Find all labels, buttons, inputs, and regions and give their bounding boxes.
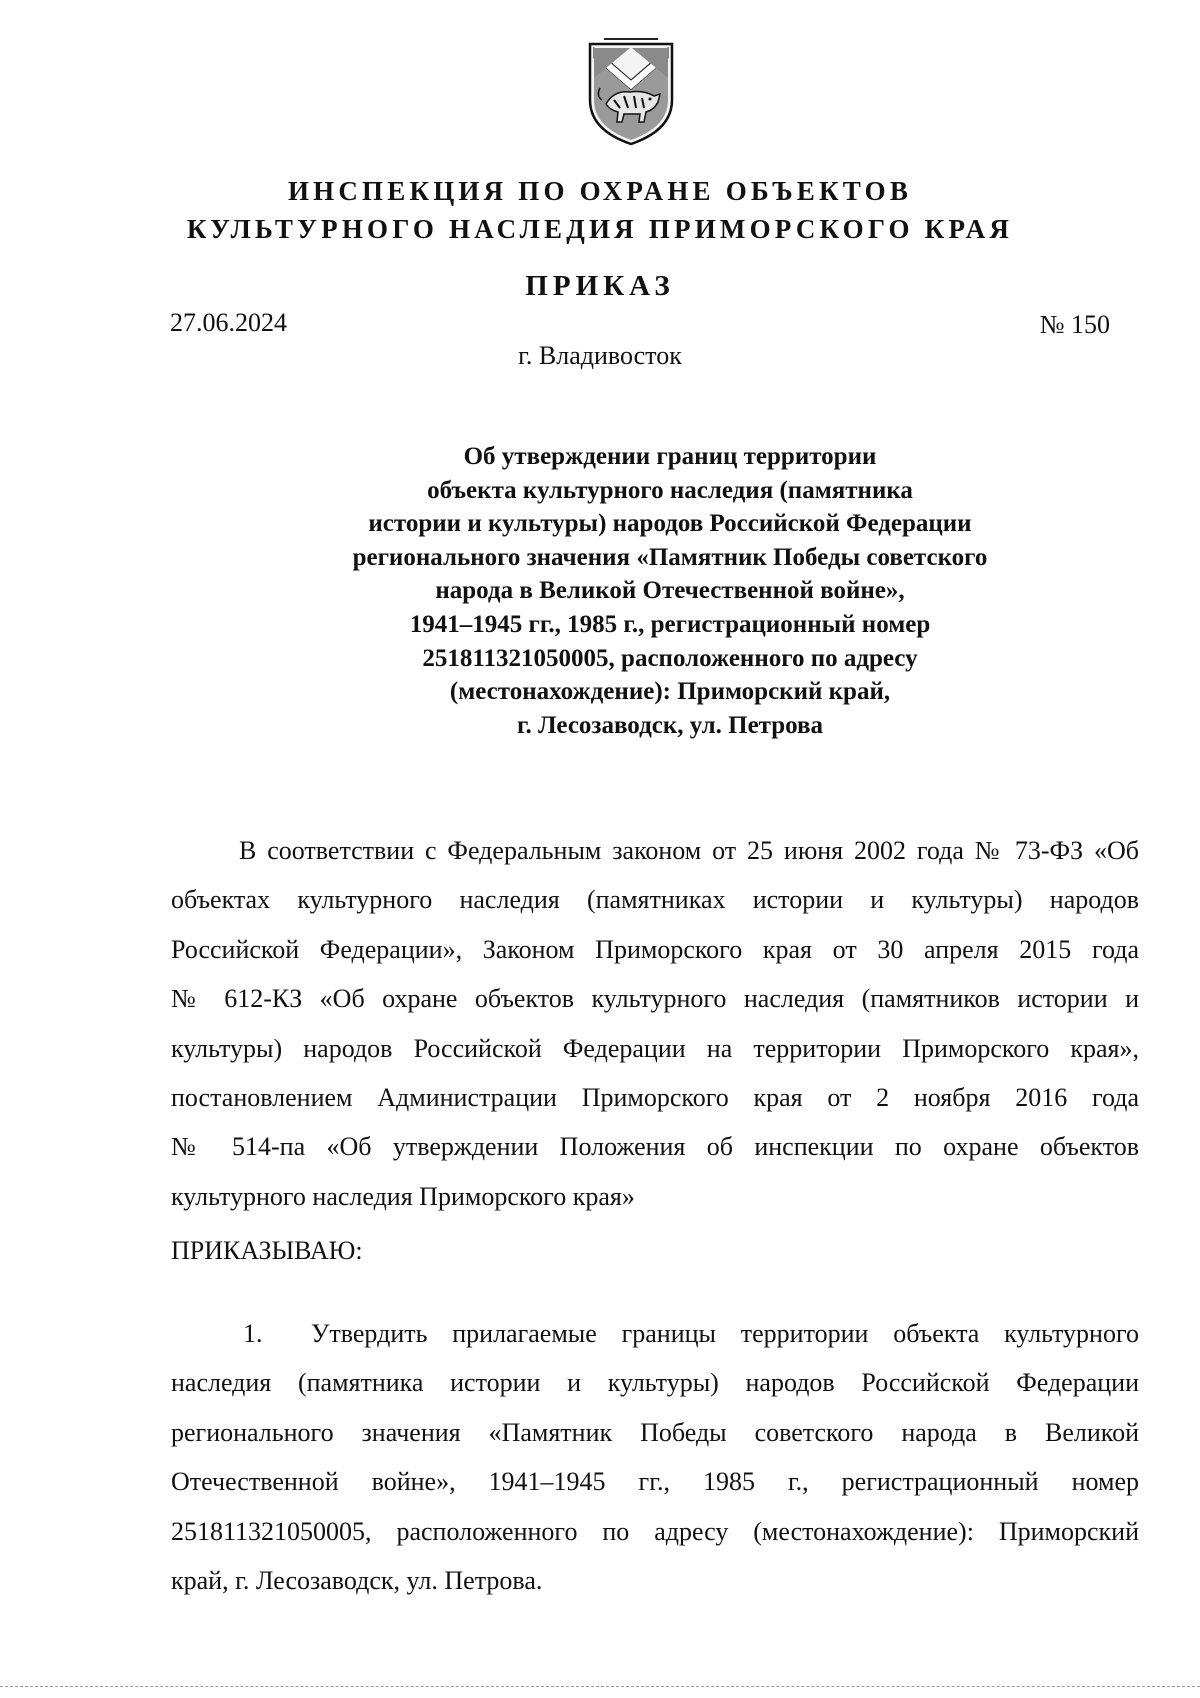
preamble-line: культурного наследия Приморского края» [171, 1181, 635, 1211]
preamble-line: культуры) народов Российской Федерации на территории Приморского края», [171, 1033, 1139, 1063]
preamble-line: № 514-па «Об утверждении Положения об инспекции по охране объектов [171, 1132, 1139, 1162]
page-bottom-rule [0, 1686, 1200, 1687]
document-date: 27.06.2024 [170, 308, 287, 337]
organization-name-line2: КУЛЬТУРНОГО НАСЛЕДИЯ ПРИМОРСКОГО КРАЯ [186, 214, 1014, 244]
order-directive: ПРИКАЗЫВАЮ: [171, 1236, 363, 1265]
coat-of-arms-icon [584, 30, 678, 148]
preamble-line: постановлением Администрации Приморского края от 2 ноября 2016 года [171, 1083, 1139, 1113]
subject-line: г. Лесозаводск, ул. Петрова [516, 711, 824, 739]
item-line: регионального значения «Памятник Победы советского народа в Великой [171, 1417, 1139, 1447]
document-type: ПРИКАЗ [525, 270, 675, 302]
subject-line: 251811321050005, расположенного по адресу [422, 644, 918, 672]
subject-line: истории и культуры) народов Российской Федерации [368, 510, 972, 538]
preamble-line: № 612-КЗ «Об охране объектов культурного наследия (памятников истории и [171, 984, 1139, 1014]
document-number: № 150 [1039, 310, 1110, 339]
item-line: край, г. Лесозаводск, ул. Петрова. [171, 1566, 543, 1596]
item-line: Отечественной войне», 1941–1945 гг., 1985 г., регистрационный номер [171, 1467, 1139, 1497]
preamble-line: объектах культурного наследия (памятниках истории и культуры) народов [171, 885, 1139, 915]
subject-line: регионального значения «Памятник Победы советского [352, 543, 988, 571]
document-city: г. Владивосток [518, 341, 682, 370]
item-line: наследия (памятника истории и культуры) народов Российской Федерации [171, 1368, 1139, 1398]
organization-name-line1: ИНСПЕКЦИЯ ПО ОХРАНЕ ОБЪЕКТОВ [287, 176, 913, 206]
subject-line: народа в Великой Отечественной войне», [435, 577, 905, 605]
item-line: 251811321050005, расположенного по адресу (местонахождение): Приморский [171, 1516, 1139, 1546]
preamble-line: Российской Федерации», Законом Приморского края от 30 апреля 2015 года [171, 934, 1139, 964]
item-line-text: Утвердить прилагаемые границы территории объекта культурного [311, 1319, 1139, 1348]
preamble-paragraph [171, 826, 1139, 1221]
subject-line: 1941–1945 гг., 1985 г., регистрационный номер [409, 610, 931, 638]
subject-line: объекта культурного наследия (памятника [427, 476, 913, 504]
order-item-1 [171, 1309, 1139, 1605]
subject-line: (местонахождение): Приморский край, [449, 678, 891, 706]
item-number: 1. [243, 1319, 263, 1348]
subject-line: Об утверждении границ территории [463, 443, 877, 470]
item-first-line [171, 1309, 1139, 1358]
order-subject [300, 440, 1040, 742]
preamble-line: В соответствии с Федеральным законом от 25 июня 2002 года № 73-ФЗ «Об [239, 836, 1139, 865]
